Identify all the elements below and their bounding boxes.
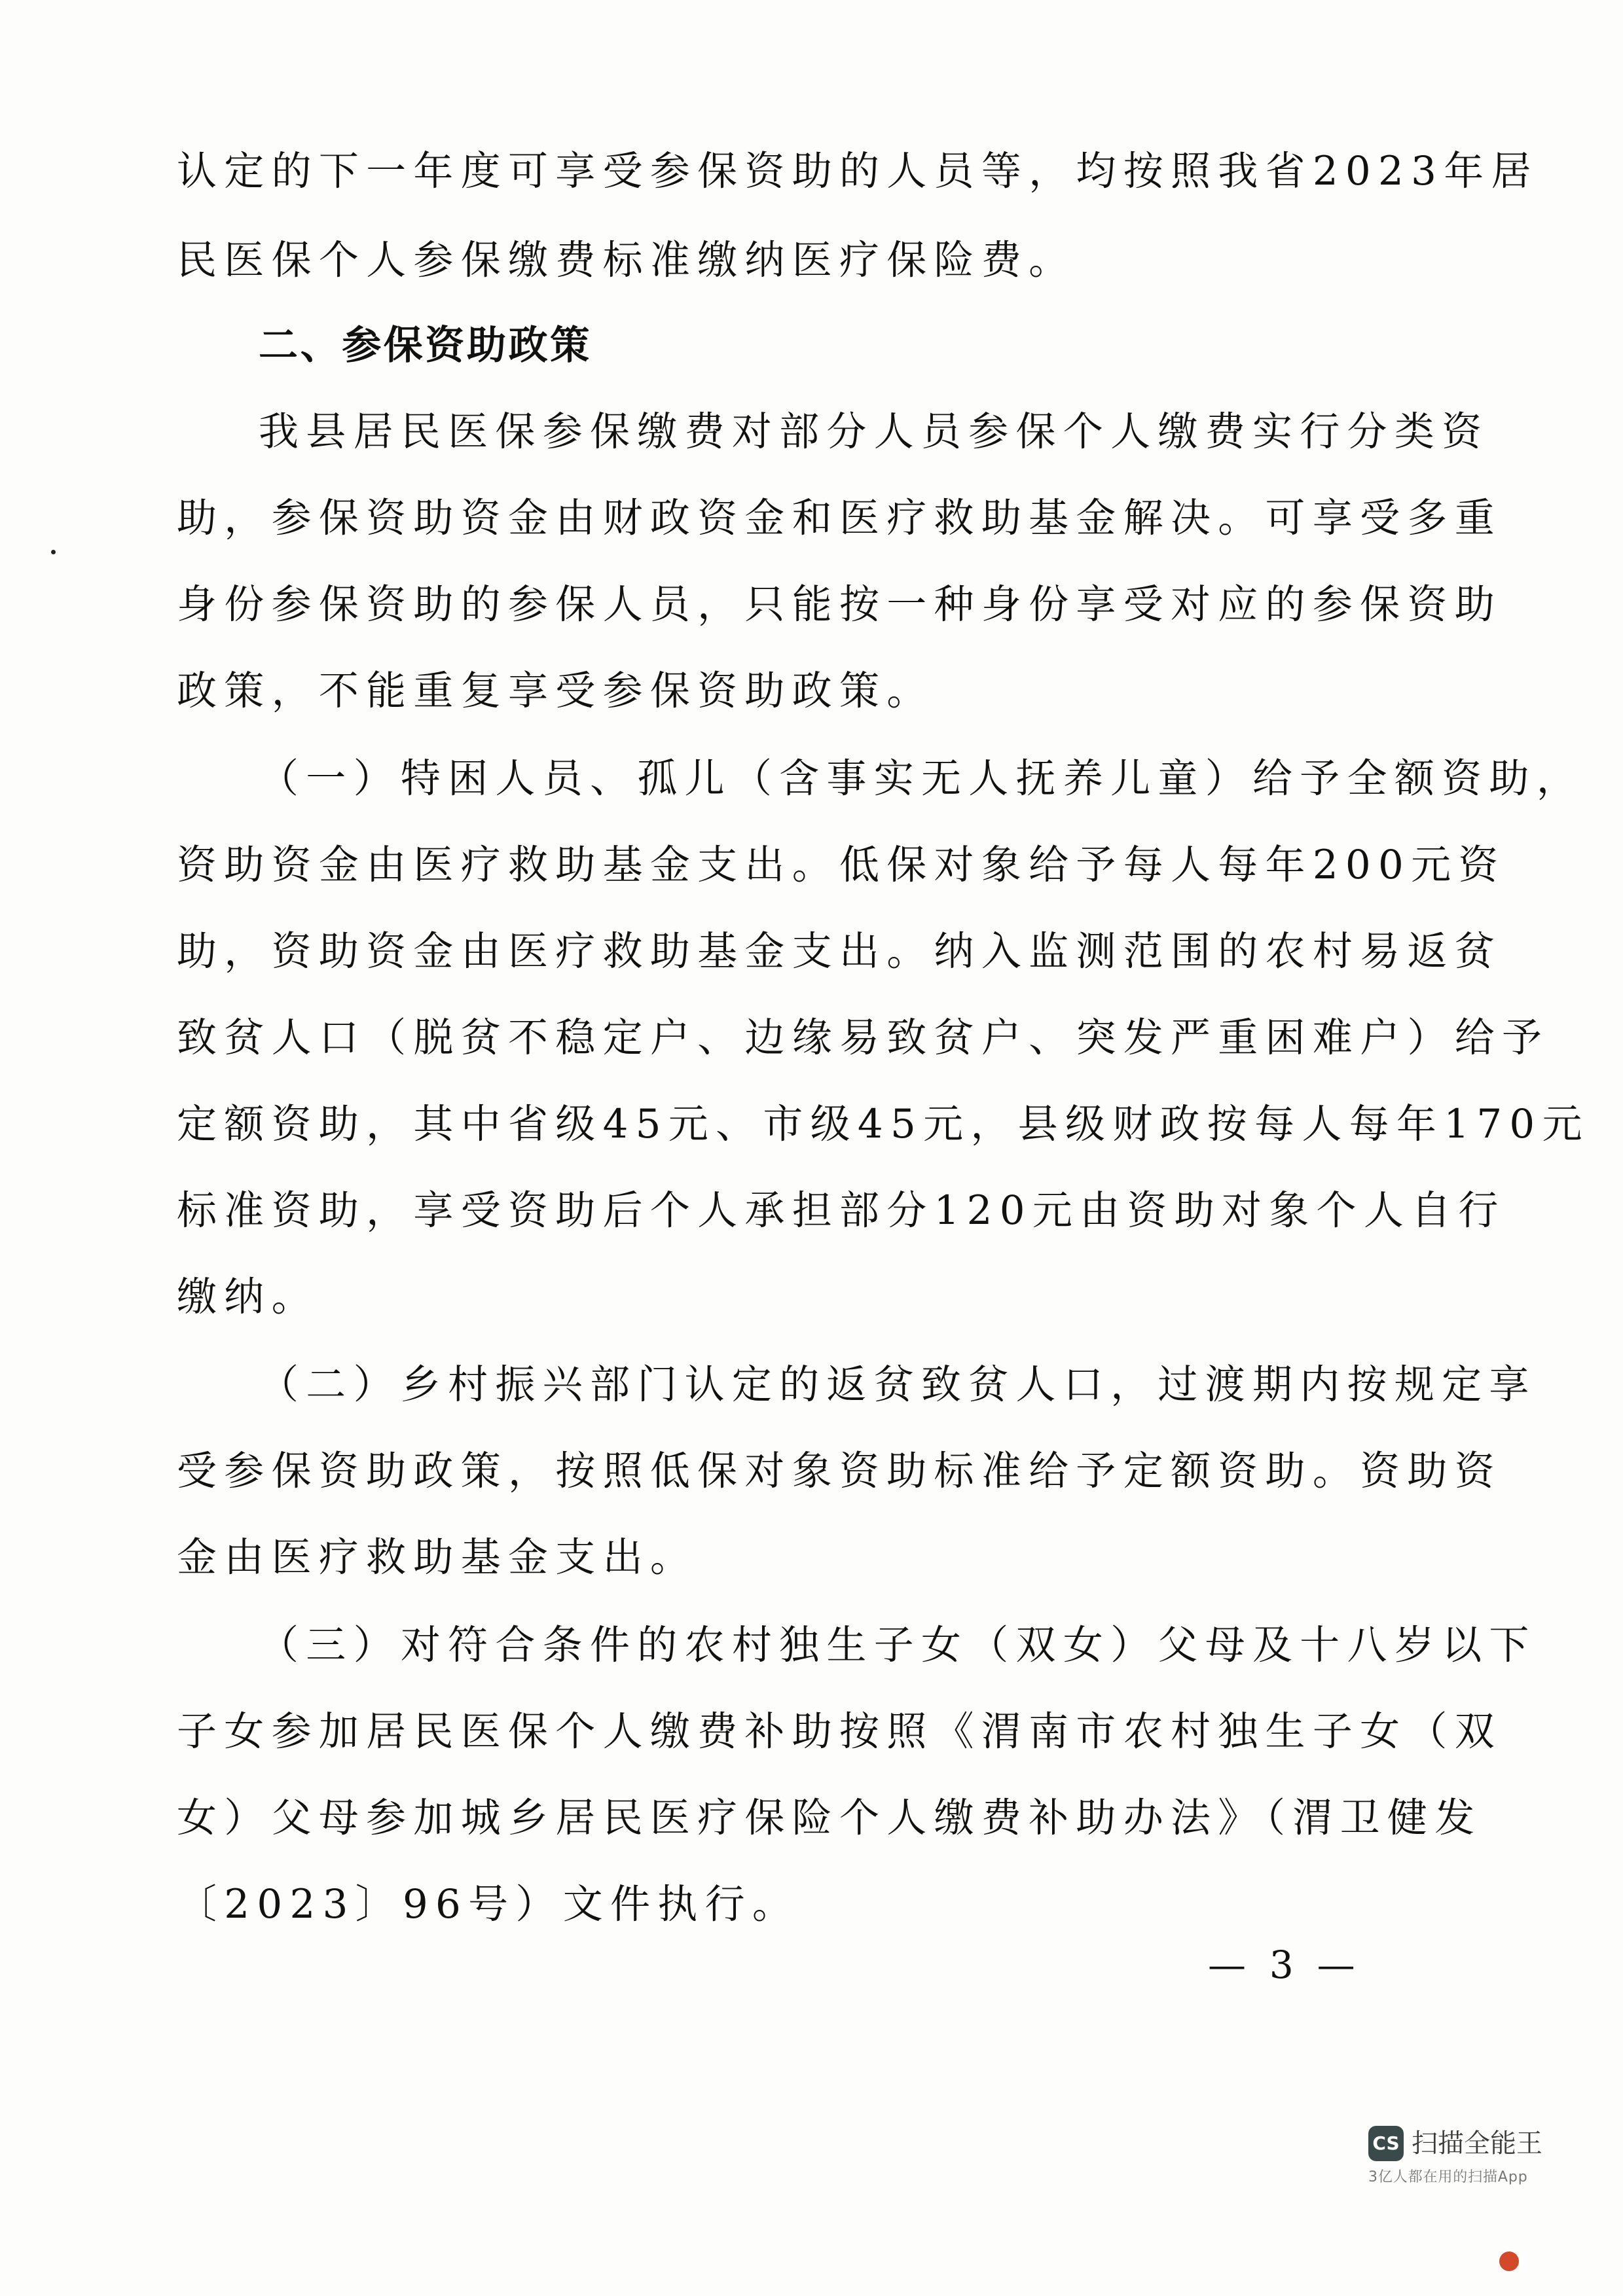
- scan-speck: [51, 550, 56, 554]
- body-line: 政策，不能重复享受参保资助政策。: [177, 668, 934, 714]
- body-line: （一）特困人员、孤儿（含事实无人抚养儿童）给予全额资助，: [259, 755, 1584, 802]
- body-line: 子女参加居民医保个人缴费补助按照《渭南市农村独生子女（双: [177, 1708, 1502, 1755]
- body-line: 我县居民医保参保缴费对部分人员参保个人缴费实行分类资: [259, 408, 1489, 455]
- camscanner-logo-icon: CS: [1368, 2126, 1404, 2161]
- body-line: 民医保个人参保缴费标准缴纳医疗保险费。: [177, 237, 1076, 283]
- body-line: 女）父母参加城乡居民医疗保险个人缴费补助办法》（渭卫健发: [177, 1795, 1482, 1841]
- body-line: 缴纳。: [177, 1274, 319, 1320]
- body-line: 认定的下一年度可享受参保资助的人员等，均按照我省2023年居: [177, 148, 1539, 194]
- watermark-app-name: 扫描全能王: [1412, 2128, 1542, 2159]
- section-heading: 二、参保资助政策: [259, 323, 592, 368]
- body-line: 致贫人口（脱贫不稳定户、边缘易致贫户、突发严重困难户）给予: [177, 1014, 1550, 1061]
- body-line: （三）对符合条件的农村独生子女（双女）父母及十八岁以下: [259, 1622, 1537, 1668]
- body-line: 助，参保资助资金由财政资金和医疗救助基金解决。可享受多重: [177, 495, 1502, 541]
- body-line: 标准资助，享受资助后个人承担部分120元由资助对象个人自行: [177, 1187, 1506, 1234]
- body-line: 金由医疗救助基金支出。: [177, 1534, 698, 1581]
- page-number: — 3 —: [1208, 1943, 1361, 1987]
- body-line: 〔2023〕96号）文件执行。: [177, 1881, 800, 1928]
- watermark-tagline: 3亿人都在用的扫描App: [1368, 2169, 1528, 2185]
- site-logo-icon: [1499, 2251, 1519, 2271]
- body-line: 资助资金由医疗救助基金支出。低保对象给予每人每年200元资: [177, 842, 1506, 888]
- body-line: 受参保资助政策，按照低保对象资助标准给予定额资助。资助资: [177, 1448, 1502, 1494]
- body-line: 身份参保资助的参保人员，只能按一种身份享受对应的参保资助: [177, 581, 1502, 628]
- body-line: 定额资助，其中省级45元、市级45元，县级财政按每人每年170元: [177, 1101, 1590, 1147]
- body-line: （二）乡村振兴部门认定的返贫致贫人口，过渡期内按规定享: [259, 1361, 1537, 1408]
- body-line: 助，资助资金由医疗救助基金支出。纳入监测范围的农村易返贫: [177, 928, 1502, 975]
